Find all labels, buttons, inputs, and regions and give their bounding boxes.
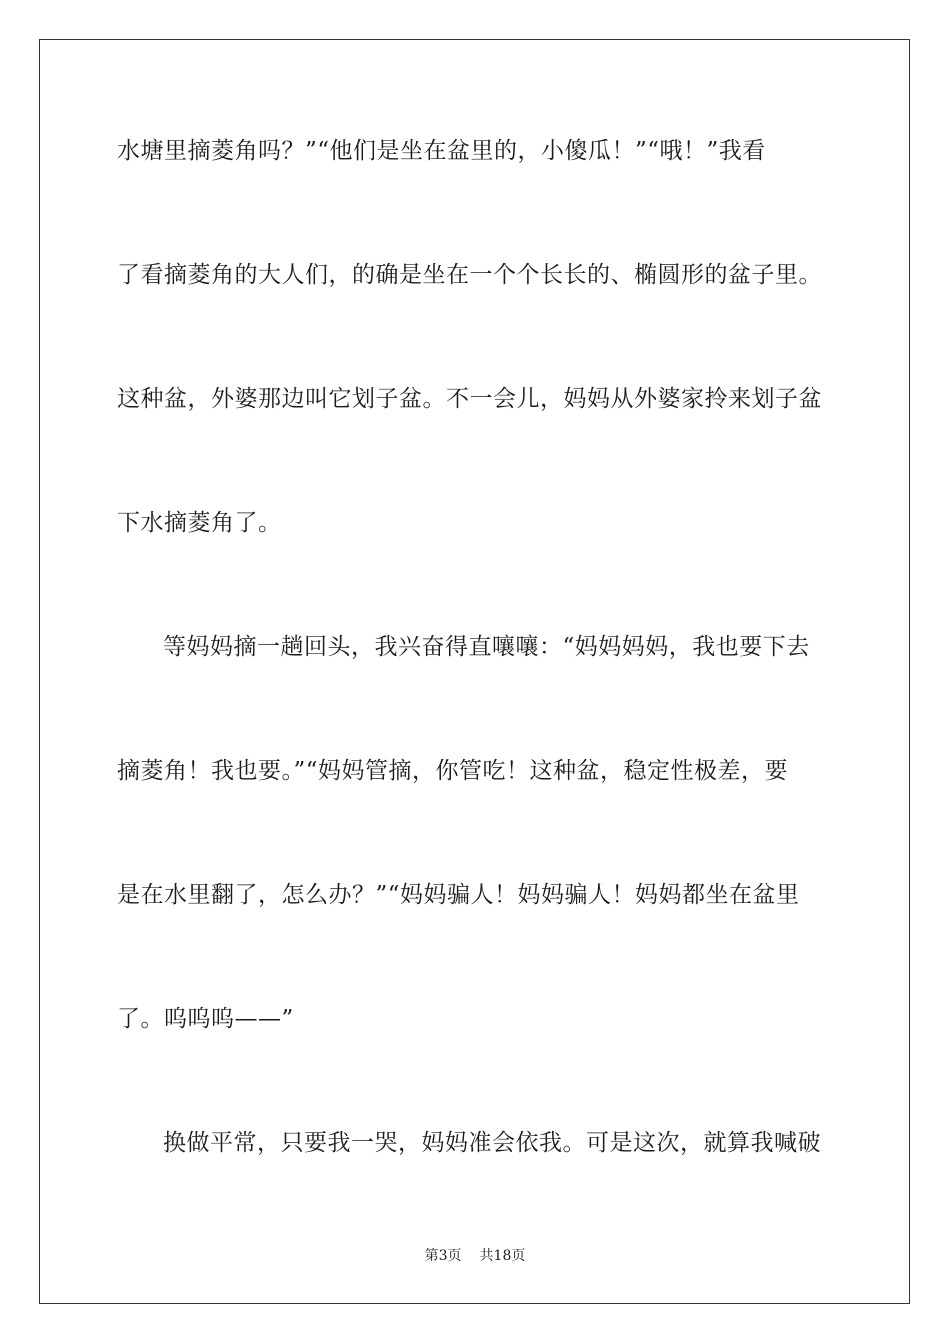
text-line: 摘菱角！我也要。”“妈妈管摘，你管吃！这种盆，稳定性极差，要 bbox=[117, 758, 789, 784]
text-line: 了看摘菱角的大人们，的确是坐在一个个长长的、椭圆形的盆子里。 bbox=[117, 262, 822, 288]
text-line: 下水摘菱角了。 bbox=[117, 510, 282, 536]
page-number: 第3页 bbox=[424, 1248, 462, 1264]
page-border bbox=[39, 39, 910, 1304]
text-line: 是在水里翻了，怎么办？”“妈妈骗人！妈妈骗人！妈妈都坐在盆里 bbox=[117, 882, 800, 908]
page-total: 共18页 bbox=[479, 1248, 526, 1264]
text-line: 水塘里摘菱角吗？”“他们是坐在盆里的，小傻瓜！”“哦！”我看 bbox=[117, 138, 766, 164]
paragraph-first-line: 换做平常，只要我一哭，妈妈准会依我。可是这次，就算我喊破 bbox=[163, 1130, 821, 1156]
paragraph-first-line: 等妈妈摘一趟回头，我兴奋得直嚷嚷：“妈妈妈妈，我也要下去 bbox=[163, 634, 810, 660]
text-line: 这种盆，外婆那边叫它划子盆。不一会儿，妈妈从外婆家拎来划子盆 bbox=[117, 386, 822, 412]
text-line: 了。呜呜呜——” bbox=[117, 1006, 294, 1032]
page-footer bbox=[0, 1247, 950, 1265]
